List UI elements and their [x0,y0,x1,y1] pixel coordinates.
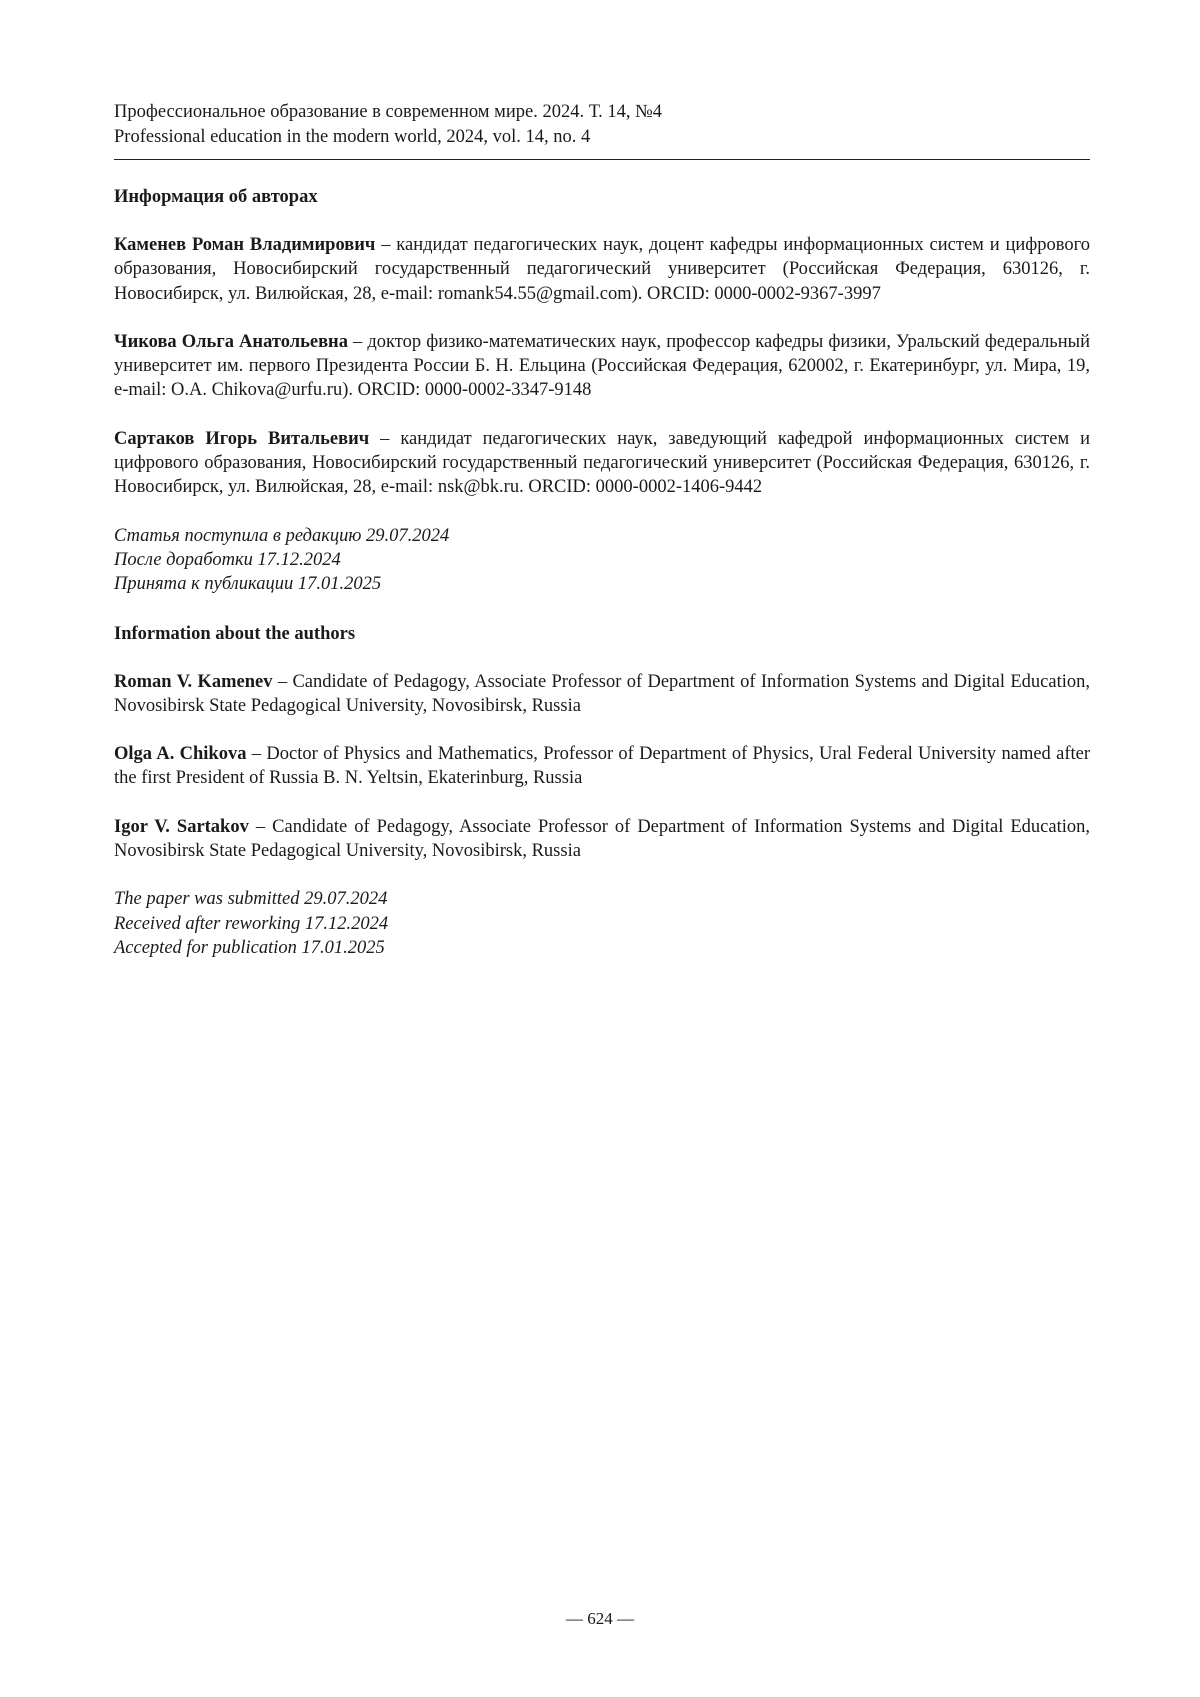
section-title-authors-en: Information about the authors [114,623,356,644]
author-entry-en [114,815,1090,864]
author-entry-en [114,742,1090,791]
author-details: – Candidate of Pedagogy, Associate Professor of Department of Information Systems and Digital Education, Novosibirsk State Pedagogical University, Novosibirsk, Russia [114,816,1090,862]
date-accepted: Accepted for publication 17.01.2025 [114,937,385,958]
date-submitted: Статья поступила в редакцию 29.07.2024 [114,525,450,546]
date-submitted: The paper was submitted 29.07.2024 [114,889,388,910]
journal-title-ru: Профессиональное образование в современном мире. 2024. Т. 14, №4 [114,102,663,122]
article-dates-ru [114,524,1090,597]
author-entry-ru [114,330,1090,403]
author-name: Сартаков Игорь Витальевич [114,428,370,449]
author-details: – доктор физико-математических наук, профессор кафедры физики, Уральский федеральный университет им. первого Президента России Б. Н. Ельцина (Российская Федерация, 620002, г. Екатеринбург, ул. Мира, 19, e-mail: O.A. Chikova@urfu.ru). ORCID: 0000-0002-3347-9148 [114,331,1090,401]
author-details: – кандидат педагогических наук, доцент кафедры информационных систем и цифрового образования, Новосибирский государственный педагогический университет (Российская Федерация, 630126, г. Новосибирск, ул. Вилюйская, 28, e-mail: romank54.55@gmail.com). ORCID: 0000-0002-9367-3997 [114,235,1091,304]
author-name: Roman V. Kamenev [114,671,273,692]
journal-header [114,100,1090,150]
author-entry-ru [114,427,1090,500]
page-content [114,100,1090,960]
author-entry-en [114,670,1090,719]
author-details: – Candidate of Pedagogy, Associate Professor of Department of Information Systems and Digital Education, Novosibirsk State Pedagogical University, Novosibirsk, Russia [114,671,1090,716]
section-title-authors-ru: Информация об авторах [114,187,318,207]
author-details: – Doctor of Physics and Mathematics, Professor of Department of Physics, Ural Federal University named after the first President of Russia B. N. Yeltsin, Ekaterinburg, Russia [114,744,1090,789]
date-accepted: Принята к публикации 17.01.2025 [114,574,382,595]
author-entry-ru [114,233,1090,306]
author-name: Igor V. Sartakov [114,816,249,837]
article-dates-en [114,887,1090,960]
header-divider [114,159,1090,160]
author-name: Чикова Ольга Анатольевна [114,331,348,352]
page-number: — 624 — [566,1609,634,1628]
author-name: Olga A. Chikova [114,744,247,765]
journal-title-en: Professional education in the modern world, 2024, vol. 14, no. 4 [114,127,591,147]
date-reworked: Received after reworking 17.12.2024 [114,913,389,934]
author-name: Каменев Роман Владимирович [114,235,376,255]
date-reworked: После доработки 17.12.2024 [114,549,341,570]
author-details: – кандидат педагогических наук, заведующий кафедрой информационных систем и цифрового образования, Новосибирский государственный педагогический университет (Российская Федерация, 630126, г. Новосибирск, ул. Вилюйская, 28, e-mail: nsk@bk.ru. ORCID: 0000-0002-1406-9442 [114,428,1091,498]
